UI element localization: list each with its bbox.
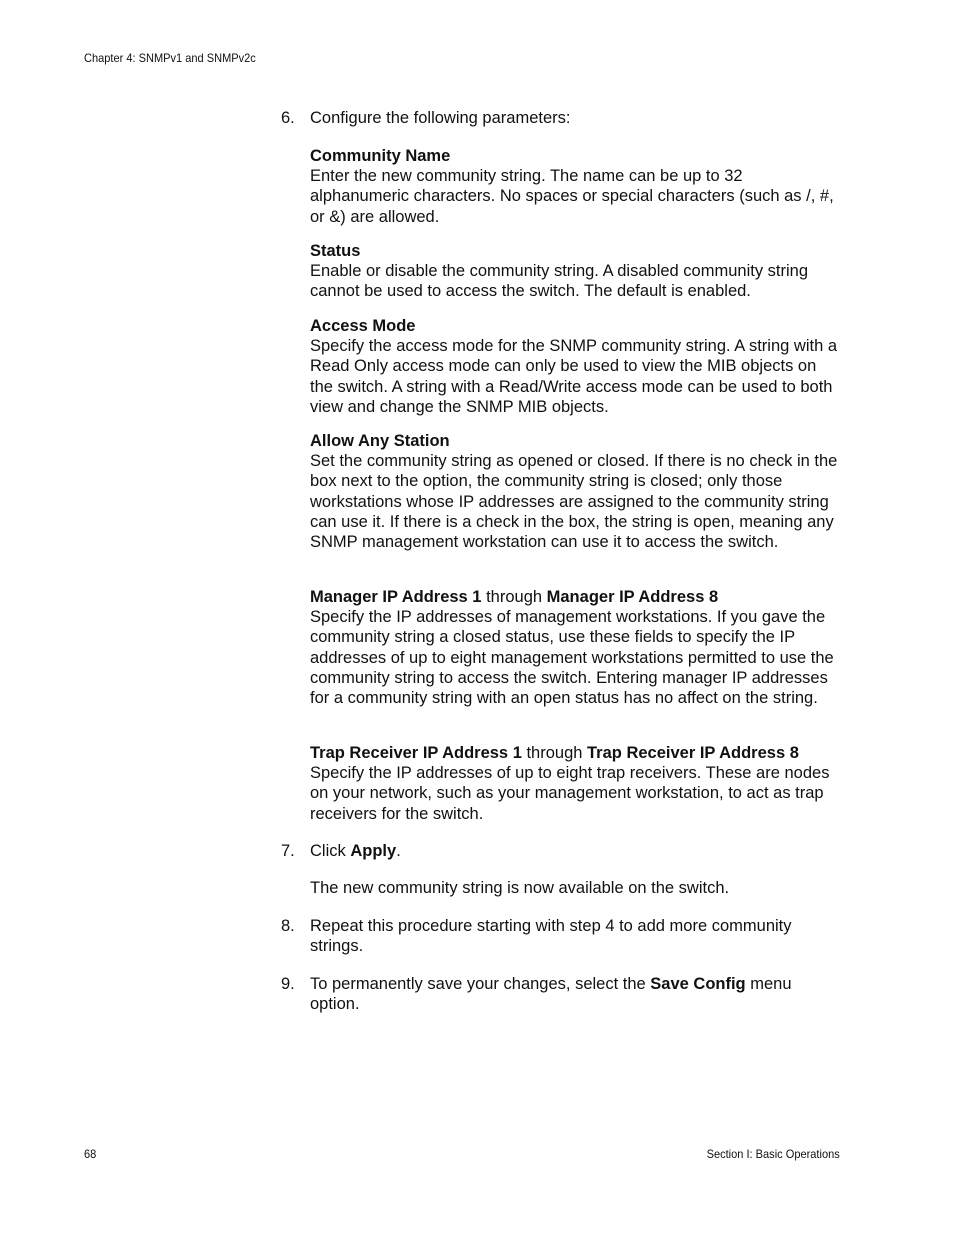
step-7	[281, 841, 841, 861]
save-config-label: Save Config	[650, 975, 746, 993]
param-term: Access Mode	[310, 317, 416, 335]
step-text	[310, 841, 841, 861]
param-trap-receiver-ip	[310, 743, 842, 824]
param-term: Community Name	[310, 147, 451, 165]
step-7-note: The new community string is now available on the switch.	[310, 879, 730, 897]
param-description: Specify the IP addresses of up to eight trap receivers. These are nodes on your network, such as your management workstation, to act as trap receivers for the switch.	[310, 764, 830, 823]
param-status	[310, 241, 842, 302]
step-number: 6.	[281, 109, 295, 127]
param-allow-any-station	[310, 431, 842, 552]
step-text-prefix: Click	[310, 842, 351, 860]
param-description: Enter the new community string. The name can be up to 32 alphanumeric characters. No spaces or special characters (such as /, #, or &) are allowed.	[310, 167, 834, 226]
param-manager-ip	[310, 587, 842, 708]
step-8	[281, 916, 841, 956]
param-through: through	[521, 744, 588, 762]
step-text: Repeat this procedure starting with step 4 to add more community strings.	[310, 917, 792, 956]
step-text-prefix: To permanently save your changes, select the	[310, 975, 651, 993]
step-number: 9.	[281, 975, 295, 993]
step-text: Configure the following parameters:	[310, 109, 571, 127]
param-term: Status	[310, 242, 361, 260]
apply-label: Apply	[350, 842, 397, 860]
running-footer-section: Section I: Basic Operations	[706, 1147, 840, 1161]
param-term-line	[310, 743, 842, 763]
param-through: through	[481, 588, 547, 606]
param-term-line	[310, 587, 842, 607]
param-term-start: Manager IP Address 1	[310, 588, 482, 606]
step-text-suffix: menu option.	[310, 975, 792, 1014]
running-header: Chapter 4: SNMPv1 and SNMPv2c	[84, 51, 256, 65]
step-number: 7.	[281, 842, 295, 860]
param-description: Set the community string as opened or closed. If there is no check in the box next to the option, the community string is closed; only those workstations whose IP addresses are assigned to the community string can use it. If there is a check in the box, the string is open, meaning any SNMP management workstation can use it to access the switch.	[310, 452, 838, 552]
step-text-suffix: .	[396, 842, 401, 860]
param-term-end: Trap Receiver IP Address 8	[587, 744, 799, 762]
step-6	[281, 108, 841, 128]
param-description: Specify the IP addresses of management workstations. If you gave the community string a closed status, use these fields to specify the IP addresses of up to eight management workstations permitted to use the community string to access the switch. Entering manager IP addresses for a community string with an open status has no affect on the string.	[310, 608, 834, 708]
page-number: 68	[84, 1147, 97, 1161]
step-number: 8.	[281, 917, 295, 935]
param-term: Allow Any Station	[310, 432, 450, 450]
param-access-mode	[310, 316, 842, 417]
step-9	[281, 974, 841, 1014]
param-description: Specify the access mode for the SNMP community string. A string with a Read Only access mode can only be used to view the MIB objects on the switch. A string with a Read/Write access mode can be used to both view and change the SNMP MIB objects.	[310, 337, 838, 416]
param-community-name	[310, 146, 842, 227]
param-term-start: Trap Receiver IP Address 1	[310, 744, 522, 762]
step-text	[310, 974, 841, 1014]
param-term-end: Manager IP Address 8	[546, 588, 719, 606]
param-description: Enable or disable the community string. A disabled community string cannot be used to access the switch. The default is enabled.	[310, 262, 808, 301]
